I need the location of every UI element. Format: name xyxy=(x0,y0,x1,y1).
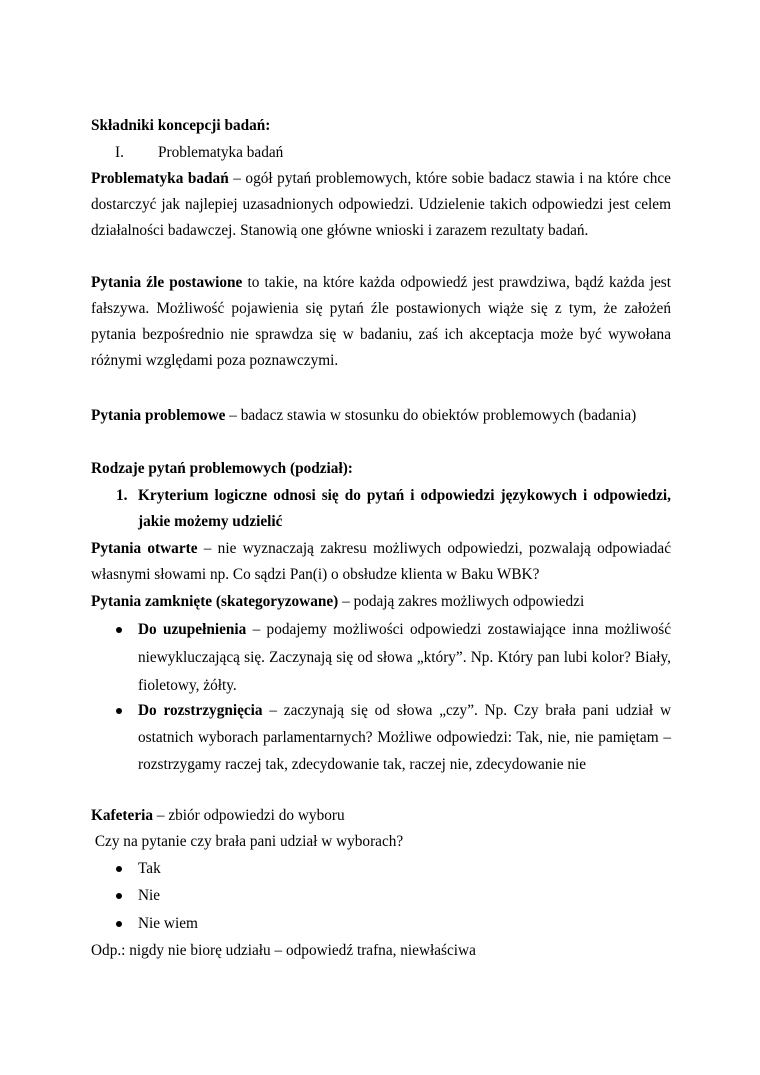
rodzaje-heading: Rodzaje pytań problemowych (podział): xyxy=(91,460,353,477)
bullet-line: niewykluczającą się. Zaczynają się od słowa „który”. Np. Który pan lubi kolor? Biały, xyxy=(138,649,671,666)
para-line: fałszywa. Możliwość pojawienia się pytań źle postawionych wiąże się z tym, że założeń xyxy=(91,300,671,317)
bullet-icon xyxy=(116,866,122,872)
bullet-line: fioletowy, żółty. xyxy=(138,677,237,694)
roman-numeral: I. xyxy=(115,144,124,161)
kryterium-line: Kryterium logiczne odnosi się do pytań i odpowiedzi językowych i odpowiedzi, xyxy=(138,487,671,504)
bullet-icon xyxy=(116,893,122,899)
term-uzupelnienia: Do uzupełnienia xyxy=(138,621,247,638)
heading-text: Składniki koncepcji badań: xyxy=(91,117,271,134)
kafeteria-answer: Odp.: nigdy nie biorę udziału – odpowiedź trafna, niewłaściwa xyxy=(91,942,476,959)
option-item: Nie xyxy=(138,887,161,904)
term-problematyka: Problematyka badań xyxy=(91,170,229,187)
para-line: Pytania źle postawione to takie, na które każda odpowiedź jest prawdziwa, bądź każda jest xyxy=(91,274,671,291)
bullet-icon xyxy=(116,708,122,714)
paragraph-zamkniete: Pytania zamknięte (skategoryzowane) – podają zakres możliwych odpowiedzi xyxy=(91,593,585,610)
para-line: Pytania otwarte – nie wyznaczają zakresu możliwych odpowiedzi, pozwalają odpowiadać xyxy=(91,540,672,557)
roman-item-label: Problematyka badań xyxy=(158,144,284,161)
para-line: Problematyka badań – ogół pytań problemowych, które sobie badacz stawia i na które chce xyxy=(91,170,671,187)
bullet-line: ostatnich wyborach parlamentarnych? Możliwe odpowiedzi: Tak, nie, nie pamiętam – xyxy=(138,729,671,746)
para-line: dostarczyć jak najlepiej uzasadnionych odpowiedzi. Udzielenie takich odpowiedzi jest celem xyxy=(91,196,671,213)
option-item: Nie wiem xyxy=(138,915,198,932)
bullet-icon xyxy=(116,627,122,633)
term-problemowe: Pytania problemowe xyxy=(91,407,226,424)
term-kafeteria: Kafeteria xyxy=(91,807,154,824)
para-line: różnymi względami poza poznawczymi. xyxy=(91,352,339,369)
kafeteria-question: Czy na pytanie czy brała pani udział w wyborach? xyxy=(91,833,404,850)
para-line: pytania bezpośrednio nie sprawdza się w badaniu, zaś ich akceptacja może być wywołana xyxy=(91,326,671,343)
kryterium-line: jakie możemy udzielić xyxy=(138,513,283,530)
section-heading xyxy=(91,113,671,139)
option-item: Tak xyxy=(138,860,161,877)
para-line: własnymi słowami np. Co sądzi Pan(i) o obsłudze klienta w Baku WBK? xyxy=(91,566,540,583)
term-zamkniete: Pytania zamknięte (skategoryzowane) xyxy=(91,593,339,610)
bullet-line: Do rozstrzygnięcia – zaczynają się od słowa „czy”. Np. Czy brała pani udział w xyxy=(138,702,671,719)
paragraph-kafeteria: Kafeteria – zbiór odpowiedzi do wyboru xyxy=(91,807,345,824)
term-zle-postawione: Pytania źle postawione xyxy=(91,274,243,291)
term-rozstrzygniecia: Do rozstrzygnięcia xyxy=(138,702,263,719)
para-line: działalności badawczej. Stanowią one główne wnioski i zarazem rezultaty badań. xyxy=(91,222,589,239)
numbered-marker: 1. xyxy=(116,487,128,504)
bullet-line: Do uzupełnienia – podajemy możliwości odpowiedzi zostawiające inna możliwość xyxy=(138,621,671,638)
bullet-line: rozstrzygamy raczej tak, zdecydowanie tak, raczej nie, zdecydowanie nie xyxy=(138,756,587,773)
paragraph-problemowe: Pytania problemowe – badacz stawia w stosunku do obiektów problemowych (badania) xyxy=(91,407,637,424)
bullet-icon xyxy=(116,921,122,927)
term-otwarte: Pytania otwarte xyxy=(91,540,198,557)
